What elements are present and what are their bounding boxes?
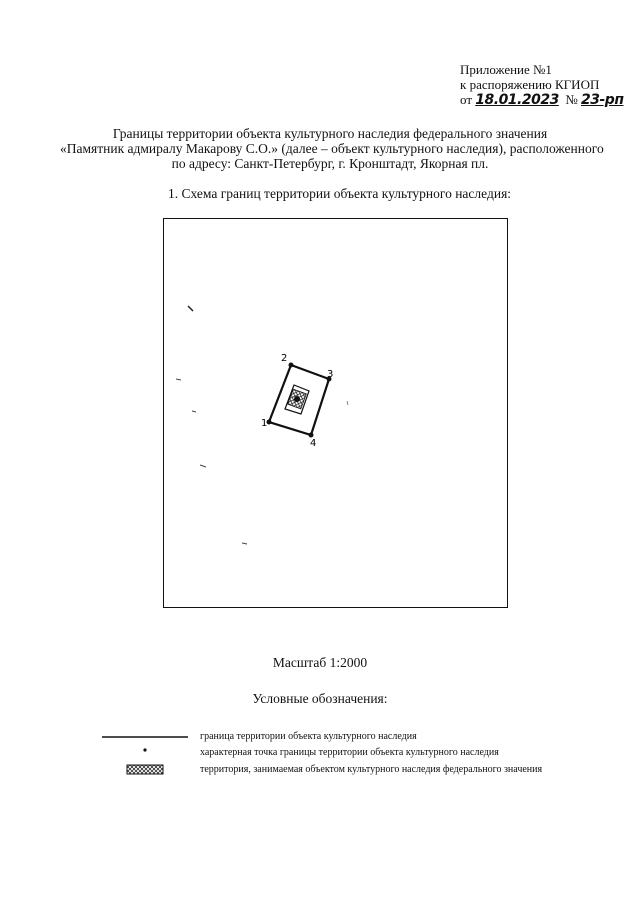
boundary-point-4: [309, 433, 314, 438]
legend-label: граница территории объекта культурного наследия: [200, 731, 417, 742]
appendix-line: Приложение №1: [460, 62, 552, 77]
point-symbol: [100, 746, 190, 762]
document-title: [60, 126, 604, 171]
number-prefix: №: [565, 92, 578, 107]
scan-mark: [242, 543, 247, 544]
scan-mark: [192, 411, 196, 412]
legend-title: Условные обозначения:: [252, 691, 388, 706]
legend-label: территория, занимаемая объектом культурного наследия федерального значения: [200, 764, 543, 775]
map-drawing: [164, 219, 509, 609]
title-line: по адресу: Санкт-Петербург, г. Кронштадт, Якорная пл.: [171, 156, 489, 171]
boundary-map: [163, 218, 508, 608]
scan-mark: [200, 465, 206, 467]
boundary-line-symbol: [100, 730, 190, 746]
legend-item-boundary: [100, 730, 620, 746]
appendix-date-line: [460, 92, 630, 108]
title-line: Границы территории объекта культурного наследия федерального значения: [112, 126, 548, 141]
boundary-point-2: [289, 363, 294, 368]
legend-label: характерная точка границы территории объекта культурного наследия: [200, 747, 499, 758]
map-scale: Масштаб 1:2000: [272, 655, 368, 670]
handwritten-date: 18.01.2023: [475, 92, 559, 108]
point-label-1: 1: [261, 418, 268, 429]
handwritten-number: 23-рп: [581, 92, 624, 108]
schema-heading: 1. Схема границ территории объекта культурного наследия:: [168, 186, 512, 201]
scan-mark: [347, 401, 348, 405]
date-prefix: от: [460, 92, 473, 107]
hatch-symbol: [100, 763, 190, 779]
point-label-2: 2: [281, 353, 288, 364]
title-line: «Памятник адмиралу Макарову С.О.» (далее – объект культурного наследия), расположенного: [60, 141, 604, 156]
point-label-3: 3: [327, 369, 334, 380]
legend-item-territory: [100, 763, 620, 779]
appendix-order-line: к распоряжению КГИОП: [460, 77, 600, 92]
appendix-header: [460, 62, 630, 108]
legend-item-point: [100, 746, 620, 762]
scan-mark: [176, 379, 181, 380]
point-label-4: 4: [310, 438, 317, 449]
monument-footprint: [285, 385, 309, 414]
scan-mark: [188, 306, 193, 311]
